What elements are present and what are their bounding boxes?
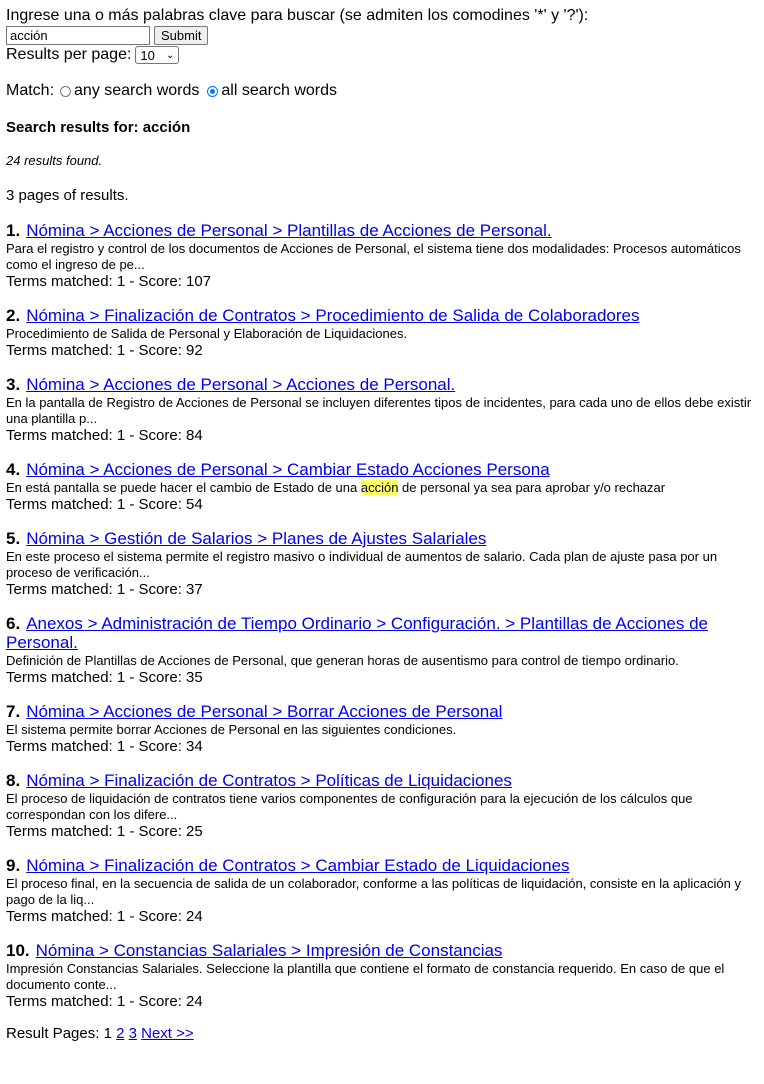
chevron-down-icon: ⌄ — [166, 49, 175, 61]
result-description: El proceso de liquidación de contratos tiene varios componentes de configuración para la ejecución de los cálculos que correspondan con los difere... — [6, 791, 693, 822]
result-meta: Terms matched: 1 - Score: 34 — [6, 738, 203, 755]
results-per-page-label: Results per page: — [6, 46, 132, 63]
results-found-count: 24 results found. — [6, 153, 103, 168]
search-input[interactable] — [6, 26, 150, 45]
result-number: 4. — [6, 460, 21, 479]
pager-next-link[interactable]: Next >> — [141, 1025, 194, 1042]
results-per-page-value: 10 — [140, 47, 155, 63]
result-number: 3. — [6, 375, 21, 394]
search-prompt: Ingrese una o más palabras clave para buscar (se admiten los comodines '*' y '?'): — [6, 7, 589, 24]
pager-current-page: 1 — [103, 1025, 112, 1042]
result-description-text: En está pantalla se puede hacer el cambio de Estado de una — [6, 480, 361, 495]
search-row — [6, 25, 758, 45]
match-row — [6, 81, 758, 101]
result-item — [6, 460, 758, 513]
result-item — [6, 771, 758, 840]
pages-count: 3 pages of results. — [6, 187, 129, 204]
result-meta: Terms matched: 1 - Score: 35 — [6, 669, 203, 686]
result-meta: Terms matched: 1 - Score: 107 — [6, 273, 212, 290]
result-description: Procedimiento de Salida de Personal y Elaboración de Liquidaciones. — [6, 326, 408, 341]
result-number: 1. — [6, 221, 21, 240]
result-item — [6, 306, 758, 359]
match-all-label[interactable]: all search words — [221, 82, 338, 99]
search-term-highlight: acción — [360, 480, 399, 495]
result-description: Definición de Plantillas de Acciones de Personal, que generan horas de ausentismo para control de tiempo ordinario. — [6, 653, 679, 668]
result-item — [6, 614, 758, 686]
results-per-page-select[interactable] — [135, 46, 179, 64]
match-any-label[interactable]: any search words — [74, 82, 200, 99]
match-all-radio[interactable] — [207, 86, 218, 97]
pager-page-3-link[interactable]: 3 — [128, 1025, 137, 1042]
match-any-radio[interactable] — [60, 86, 71, 97]
result-meta: Terms matched: 1 - Score: 24 — [6, 908, 203, 925]
result-number: 7. — [6, 702, 21, 721]
result-item — [6, 702, 758, 755]
result-link[interactable]: Nómina > Acciones de Personal > Cambiar Estado Acciones Persona — [26, 460, 550, 479]
result-meta: Terms matched: 1 - Score: 25 — [6, 823, 203, 840]
result-number: 2. — [6, 306, 21, 325]
result-number: 10. — [6, 941, 30, 960]
result-link[interactable]: Nómina > Finalización de Contratos > Cambiar Estado de Liquidaciones — [26, 856, 570, 875]
result-description — [6, 480, 758, 496]
result-item — [6, 375, 758, 444]
result-link[interactable]: Nómina > Gestión de Salarios > Planes de Ajustes Salariales — [26, 529, 487, 548]
result-description-text: de personal ya sea para aprobar y/o rechazar — [398, 480, 666, 495]
result-meta: Terms matched: 1 - Score: 84 — [6, 427, 203, 444]
result-description: El proceso final, en la secuencia de salida de un colaborador, conforme a las políticas de liquidación, consiste en la aplicación y pago de la liq... — [6, 876, 741, 907]
result-link[interactable]: Nómina > Acciones de Personal > Borrar Acciones de Personal — [26, 702, 503, 721]
result-number: 6. — [6, 614, 21, 633]
result-link[interactable]: Nómina > Acciones de Personal > Acciones de Personal. — [26, 375, 456, 394]
result-description: En la pantalla de Registro de Acciones de Personal se incluyen diferentes tipos de incidentes, para cada uno de ellos debe existir una plantilla p... — [6, 395, 752, 426]
result-meta: Terms matched: 1 - Score: 92 — [6, 342, 203, 359]
results-heading: Search results for: acción — [6, 119, 191, 136]
result-number: 9. — [6, 856, 21, 875]
result-pages-pager — [6, 1025, 758, 1043]
result-item — [6, 856, 758, 925]
match-label: Match: — [6, 82, 55, 99]
result-item — [6, 221, 758, 290]
result-meta: Terms matched: 1 - Score: 54 — [6, 496, 203, 513]
result-link[interactable]: Nómina > Finalización de Contratos > Políticas de Liquidaciones — [26, 771, 512, 790]
result-link[interactable]: Nómina > Acciones de Personal > Plantillas de Acciones de Personal. — [26, 221, 552, 240]
result-item — [6, 941, 758, 1010]
result-number: 8. — [6, 771, 21, 790]
submit-button[interactable]: Submit — [154, 26, 208, 45]
result-meta: Terms matched: 1 - Score: 24 — [6, 993, 203, 1010]
result-item — [6, 529, 758, 598]
result-description: Para el registro y control de los documentos de Acciones de Personal, el sistema tiene dos modalidades: Procesos automáticos como el ingreso de pe... — [6, 241, 741, 272]
result-description: El sistema permite borrar Acciones de Personal en las siguientes condiciones. — [6, 722, 457, 737]
result-number: 5. — [6, 529, 21, 548]
results-per-page-row — [6, 45, 758, 65]
pager-page-2-link[interactable]: 2 — [116, 1025, 125, 1042]
result-link[interactable]: Anexos > Administración de Tiempo Ordinario > Configuración. > Plantillas de Acciones de Personal. — [6, 614, 708, 652]
pager-label: Result Pages: — [6, 1025, 100, 1042]
result-link[interactable]: Nómina > Constancias Salariales > Impresión de Constancias — [35, 941, 503, 960]
result-link[interactable]: Nómina > Finalización de Contratos > Procedimiento de Salida de Colaboradores — [26, 306, 640, 325]
result-meta: Terms matched: 1 - Score: 37 — [6, 581, 203, 598]
result-description: Impresión Constancias Salariales. Seleccione la plantilla que contiene el formato de constancia requerido. En caso de que el documento conte... — [6, 961, 725, 992]
result-description: En este proceso el sistema permite el registro masivo o individual de aumentos de salario. Cada plan de ajuste pasa por un proceso de verificación... — [6, 549, 718, 580]
